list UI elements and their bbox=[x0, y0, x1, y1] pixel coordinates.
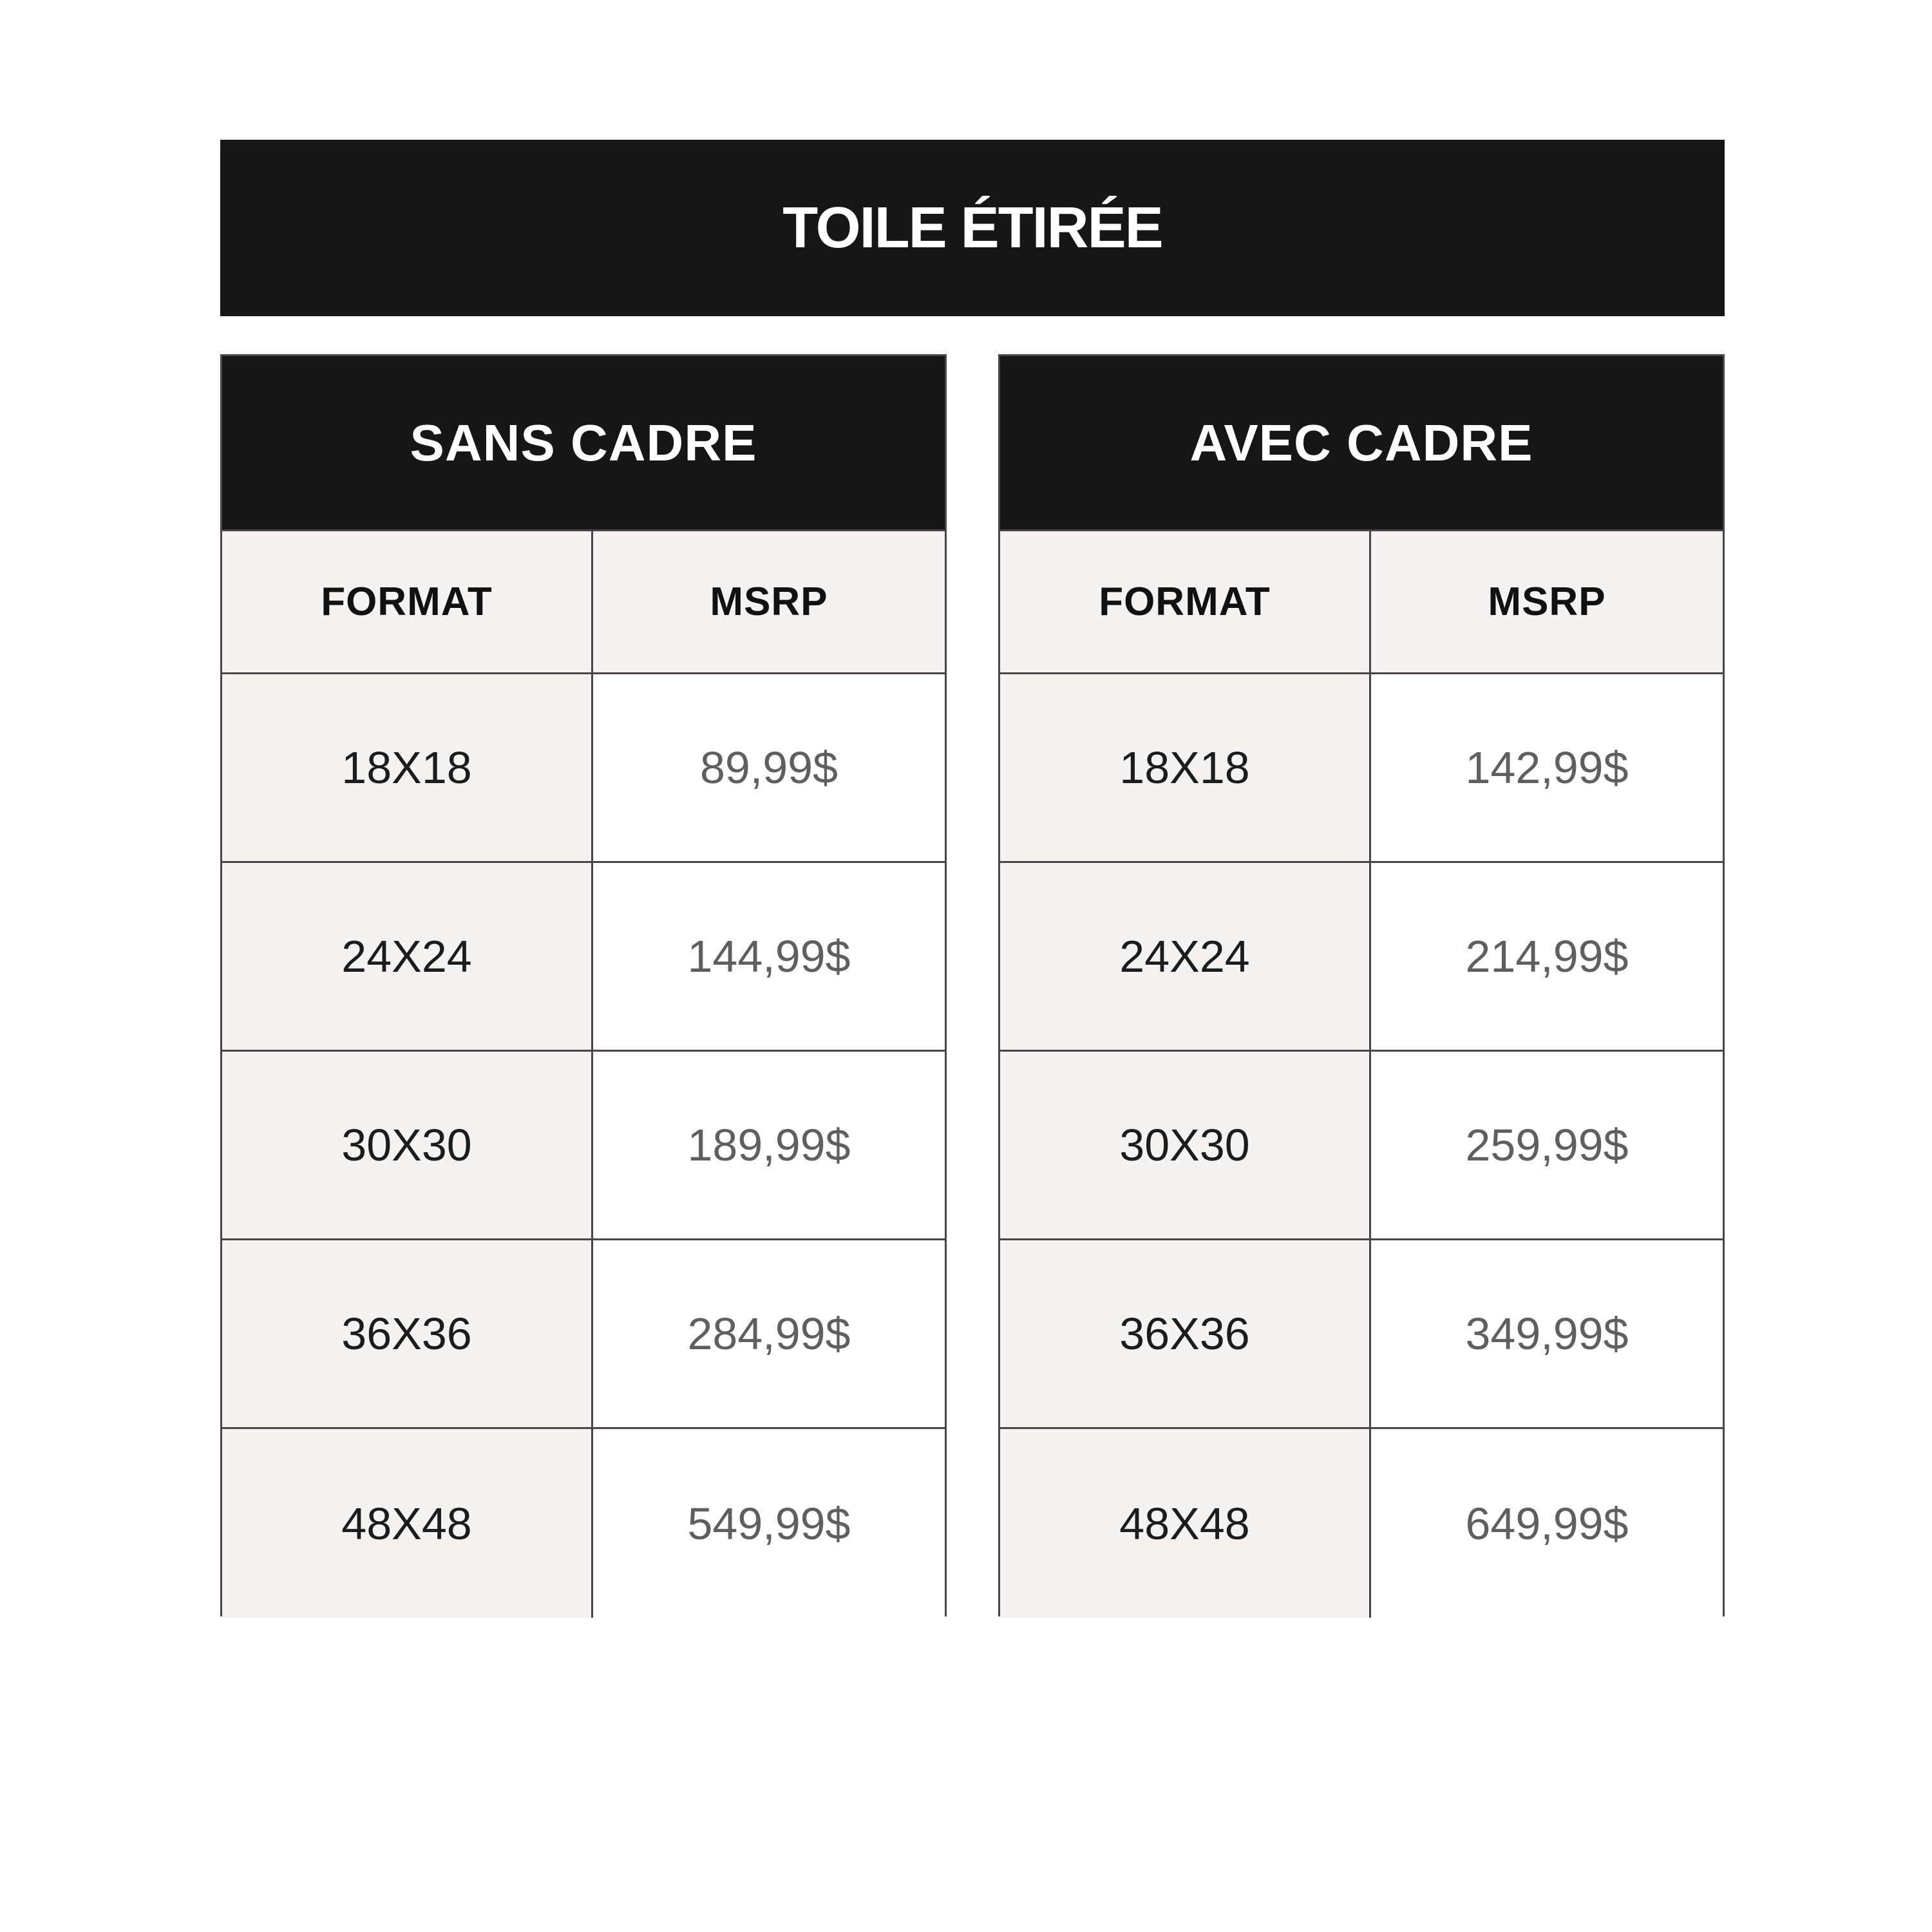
msrp-cell bbox=[1371, 1240, 1723, 1427]
page-title: TOILE ÉTIRÉE bbox=[782, 195, 1162, 260]
title-banner bbox=[220, 140, 1725, 316]
msrp-value: 259,99$ bbox=[1465, 1120, 1629, 1170]
msrp-value: 549,99$ bbox=[687, 1498, 851, 1549]
column-header-format bbox=[222, 531, 593, 672]
table-row bbox=[222, 674, 945, 863]
format-value: 30X30 bbox=[341, 1120, 472, 1170]
msrp-value: 144,99$ bbox=[687, 931, 851, 981]
msrp-value: 189,99$ bbox=[687, 1120, 851, 1170]
column-header-row bbox=[1000, 531, 1723, 674]
format-cell bbox=[222, 1429, 593, 1618]
format-value: 24X24 bbox=[1119, 931, 1250, 981]
table-sans-cadre bbox=[220, 354, 947, 1616]
table-heading bbox=[222, 356, 945, 531]
msrp-cell bbox=[593, 1240, 945, 1427]
format-cell bbox=[1000, 674, 1371, 861]
table-row bbox=[222, 863, 945, 1052]
msrp-value: 649,99$ bbox=[1465, 1498, 1629, 1549]
format-cell bbox=[222, 674, 593, 861]
format-value: 18X18 bbox=[1119, 743, 1250, 793]
msrp-cell bbox=[1371, 1429, 1723, 1618]
table-heading bbox=[1000, 356, 1723, 531]
table-row bbox=[1000, 1052, 1723, 1240]
format-value: 48X48 bbox=[341, 1498, 472, 1549]
column-header-msrp-label: MSRP bbox=[710, 580, 828, 624]
msrp-cell bbox=[593, 674, 945, 861]
msrp-cell bbox=[593, 1429, 945, 1618]
msrp-value: 284,99$ bbox=[687, 1309, 851, 1359]
table-row bbox=[1000, 1240, 1723, 1429]
format-value: 48X48 bbox=[1119, 1498, 1250, 1549]
table-row bbox=[1000, 863, 1723, 1052]
format-value: 36X36 bbox=[341, 1309, 472, 1359]
format-value: 24X24 bbox=[341, 931, 472, 981]
table-row bbox=[1000, 674, 1723, 863]
column-header-format bbox=[1000, 531, 1371, 672]
table-row bbox=[1000, 1429, 1723, 1618]
table-avec-cadre bbox=[998, 354, 1725, 1616]
format-cell bbox=[222, 863, 593, 1050]
msrp-cell bbox=[593, 863, 945, 1050]
format-cell bbox=[222, 1240, 593, 1427]
format-cell bbox=[1000, 1429, 1371, 1618]
format-cell bbox=[1000, 1052, 1371, 1238]
format-value: 36X36 bbox=[1119, 1309, 1250, 1359]
msrp-value: 89,99$ bbox=[699, 743, 838, 793]
format-value: 18X18 bbox=[341, 743, 472, 793]
table-row bbox=[222, 1052, 945, 1240]
table-row bbox=[222, 1429, 945, 1618]
column-header-msrp bbox=[593, 531, 945, 672]
format-cell bbox=[1000, 1240, 1371, 1427]
table-heading-text: SANS CADRE bbox=[410, 413, 757, 471]
table-heading-text: AVEC CADRE bbox=[1189, 413, 1533, 471]
format-value: 30X30 bbox=[1119, 1120, 1250, 1170]
msrp-value: 349,99$ bbox=[1465, 1309, 1629, 1359]
msrp-value: 214,99$ bbox=[1465, 931, 1629, 981]
msrp-value: 142,99$ bbox=[1465, 743, 1629, 793]
msrp-cell bbox=[1371, 1052, 1723, 1238]
column-header-format-label: FORMAT bbox=[1099, 580, 1271, 624]
format-cell bbox=[222, 1052, 593, 1238]
column-header-msrp bbox=[1371, 531, 1723, 672]
column-header-format-label: FORMAT bbox=[321, 580, 493, 624]
msrp-cell bbox=[1371, 863, 1723, 1050]
column-header-msrp-label: MSRP bbox=[1488, 580, 1606, 624]
msrp-cell bbox=[1371, 674, 1723, 861]
msrp-cell bbox=[593, 1052, 945, 1238]
table-row bbox=[222, 1240, 945, 1429]
column-header-row bbox=[222, 531, 945, 674]
format-cell bbox=[1000, 863, 1371, 1050]
